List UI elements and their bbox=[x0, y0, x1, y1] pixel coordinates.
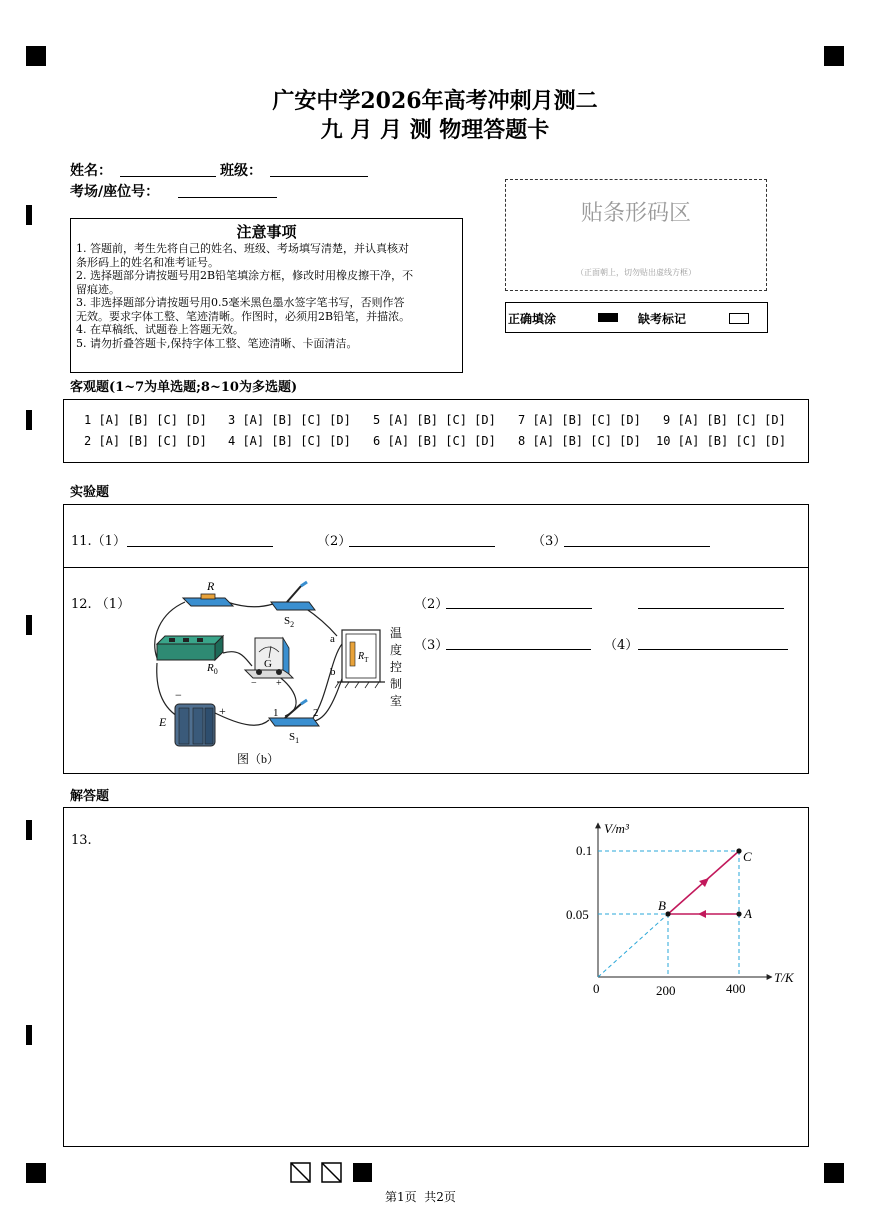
q13-label: 13. bbox=[71, 833, 92, 848]
q11-label: 11.（1） bbox=[71, 534, 126, 549]
barcode-hint: （正面朝上，切勿贴出虚线方框） bbox=[576, 268, 696, 277]
chamber-char: 制 bbox=[390, 677, 403, 691]
q12-answer-2a[interactable] bbox=[446, 593, 592, 609]
class-field[interactable] bbox=[270, 160, 368, 177]
q12-part2-label: （2） bbox=[414, 597, 449, 612]
chamber-char: 控 bbox=[390, 660, 403, 674]
experiment-title: 实验题 bbox=[70, 485, 110, 500]
battery-e bbox=[175, 704, 215, 746]
y-axis-label: V/m³ bbox=[604, 821, 629, 836]
choice-row-10[interactable]: 10 [A] [B] [C] [D] bbox=[656, 434, 787, 448]
x-tick: 200 bbox=[656, 983, 676, 998]
chamber-char: 度 bbox=[390, 643, 403, 657]
resistance-box-r0 bbox=[157, 636, 223, 660]
choice-row-8[interactable]: 8 [A] [B] [C] [D] bbox=[518, 434, 641, 448]
label-s1-pos1: 1 bbox=[273, 707, 279, 719]
label-g-minus: − bbox=[251, 678, 257, 689]
label-rt: $R_T$ bbox=[358, 651, 369, 664]
q12-label: 12. （1） bbox=[71, 597, 131, 612]
label-point-b: B bbox=[658, 898, 666, 913]
label-battery-plus: + bbox=[219, 704, 226, 718]
choice-row-4[interactable]: 4 [A] [B] [C] [D] bbox=[228, 434, 351, 448]
class-label: 班级： bbox=[220, 163, 262, 179]
seat-label: 考场/座位号： bbox=[70, 184, 160, 200]
switch-s2 bbox=[271, 582, 315, 610]
label-g-plus: + bbox=[276, 678, 282, 689]
notice-line: 条形码上的姓名和准考证号。 bbox=[76, 255, 219, 269]
q12-answer-4[interactable] bbox=[638, 634, 788, 650]
notice-title: 注意事项 bbox=[236, 223, 297, 241]
origin-extension bbox=[598, 914, 668, 977]
corner-mark-top-left bbox=[26, 46, 46, 66]
q13-answer-area[interactable] bbox=[104, 828, 564, 1128]
y-tick: 0.1 bbox=[576, 843, 593, 858]
wire bbox=[305, 676, 343, 721]
notice-line: 5. 请勿折叠答题卡,保持字体工整、笔迹清晰、卡面清洁。 bbox=[76, 336, 358, 350]
correct-fill-label: 正确填涂 bbox=[508, 312, 557, 326]
x-tick: 400 bbox=[726, 981, 746, 996]
wire bbox=[227, 602, 273, 607]
page-number: 第1页 共2页 bbox=[385, 1190, 456, 1204]
barcode-area bbox=[505, 179, 767, 291]
label-s1-pos2: 2 bbox=[313, 707, 319, 719]
notice-line: 3. 非选择题部分请按题号用0.5毫米黑色墨水签字笔书写，否则作答 bbox=[76, 296, 405, 309]
label-g: G bbox=[264, 658, 272, 670]
seat-field[interactable] bbox=[178, 181, 277, 198]
q12-answer-3[interactable] bbox=[446, 634, 591, 650]
label-a: a bbox=[330, 633, 335, 645]
point-c bbox=[736, 848, 741, 853]
label-battery-minus: − bbox=[175, 688, 182, 702]
fill-legend bbox=[505, 302, 768, 333]
q11-divider bbox=[64, 567, 808, 568]
timing-bar bbox=[26, 205, 32, 225]
wire bbox=[305, 608, 337, 636]
objective-title: 客观题(1~7为单选题;8~10为多选题) bbox=[70, 380, 298, 395]
label-s2: $S_2$ bbox=[284, 615, 295, 629]
wire bbox=[157, 663, 177, 716]
label-e: E bbox=[159, 715, 167, 729]
choice-row-7[interactable]: 7 [A] [B] [C] [D] bbox=[518, 413, 641, 427]
q11-answer-3[interactable] bbox=[564, 531, 710, 547]
exam-title: 广安中学2026年高考冲刺月测二 bbox=[272, 88, 598, 114]
label-r: R bbox=[207, 579, 215, 593]
q11-part2-label: （2） bbox=[317, 534, 352, 549]
label-r0: $R_0$ bbox=[207, 662, 218, 676]
q12-part4-label: （4） bbox=[604, 638, 639, 653]
label-point-a: A bbox=[744, 906, 752, 921]
notice-line: 2. 选择题部分请按题号用2B铅笔填涂方框，修改时用橡皮擦干净，不 bbox=[76, 269, 414, 282]
choice-row-6[interactable]: 6 [A] [B] [C] [D] bbox=[373, 434, 496, 448]
name-field[interactable] bbox=[120, 160, 216, 177]
x-axis-label: T/K bbox=[774, 970, 794, 985]
point-a bbox=[736, 911, 741, 916]
notice-box bbox=[70, 218, 463, 373]
corner-mark-bottom-right bbox=[824, 1163, 844, 1183]
notice-line: 1. 答题前，考生先将自己的姓名、班级、考场填写清楚，并认真核对 bbox=[76, 242, 409, 255]
q12-answer-2b[interactable] bbox=[638, 593, 784, 609]
notice-line: 4. 在草稿纸、试题卷上答题无效。 bbox=[76, 323, 244, 336]
vt-graph bbox=[560, 815, 810, 1000]
choice-row-3[interactable]: 3 [A] [B] [C] [D] bbox=[228, 413, 351, 427]
q11-part3-label: （3） bbox=[532, 534, 567, 549]
y-tick: 0.05 bbox=[566, 907, 589, 922]
objective-box bbox=[63, 399, 809, 463]
notice-line: 留痕迹。 bbox=[76, 282, 120, 296]
absent-mark-label: 缺考标记 bbox=[638, 312, 687, 326]
arrow-a-to-b bbox=[698, 910, 706, 918]
name-label: 姓名： bbox=[70, 163, 112, 179]
notice-lines bbox=[71, 242, 462, 350]
point-b bbox=[665, 911, 670, 916]
label-s1: $S_1$ bbox=[289, 731, 300, 745]
corner-mark-bottom-left bbox=[26, 1163, 46, 1183]
label-b: b bbox=[330, 666, 336, 678]
chamber-char: 温 bbox=[390, 626, 403, 640]
q11-answer-2[interactable] bbox=[349, 531, 495, 547]
absent-mark-box[interactable] bbox=[729, 313, 749, 324]
choice-row-2[interactable]: 2 [A] [B] [C] [D] bbox=[84, 434, 207, 448]
notice-line: 无效。要求字体工整、笔迹清晰。作图时，必须用2B铅笔，并描浓。 bbox=[76, 309, 411, 323]
timing-bar bbox=[26, 820, 32, 840]
correct-fill-sample bbox=[598, 313, 618, 322]
timing-bar bbox=[26, 1025, 32, 1045]
choice-row-1[interactable]: 1 [A] [B] [C] [D] bbox=[84, 413, 207, 427]
solve-title: 解答题 bbox=[70, 789, 110, 804]
page-code-boxes bbox=[290, 1162, 376, 1184]
label-point-c: C bbox=[743, 849, 752, 864]
barcode-title: 贴条形码区 bbox=[580, 201, 691, 226]
timing-bar bbox=[26, 410, 32, 430]
corner-mark-top-right bbox=[824, 46, 844, 66]
circuit-figure bbox=[145, 578, 415, 773]
resistor-r bbox=[183, 594, 233, 606]
choice-row-5[interactable]: 5 [A] [B] [C] [D] bbox=[373, 413, 496, 427]
q12-part3-label: （3） bbox=[414, 638, 449, 653]
q11-answer-1[interactable] bbox=[127, 531, 273, 547]
choice-row-9[interactable]: 9 [A] [B] [C] [D] bbox=[663, 413, 786, 427]
timing-bar bbox=[26, 615, 32, 635]
exam-subtitle: 九 月 月 测 物理答题卡 bbox=[320, 117, 550, 143]
wire bbox=[223, 652, 252, 666]
page-code-box bbox=[353, 1163, 372, 1182]
chamber-char: 室 bbox=[390, 694, 403, 708]
x-tick: 0 bbox=[593, 981, 600, 996]
figure-caption: 图（b） bbox=[237, 752, 280, 766]
